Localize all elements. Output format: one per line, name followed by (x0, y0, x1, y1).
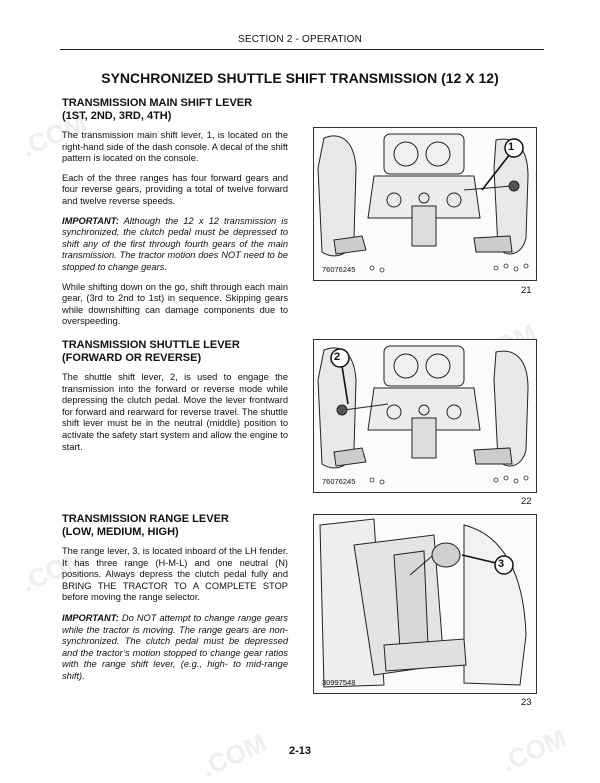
heading-line: (1ST, 2ND, 3RD, 4TH) (62, 110, 172, 122)
watermark: .COM (196, 727, 271, 783)
important-label: IMPORTANT: (62, 612, 119, 623)
watermark: .COM (16, 542, 91, 598)
paragraph: The range lever, 3, is located inboard of the LH fender. It has three range (H-M-L) and one neutral (N) positions. Always depress the clutch pedal fully and BRING THE TRACTOR TO A COMPLETE STOP before moving the range selector. (62, 546, 288, 603)
section-shuttle (62, 339, 288, 453)
dash-illustration (314, 340, 536, 492)
figure-number: 23 (521, 697, 532, 708)
section-range (62, 513, 288, 683)
important-note (62, 613, 288, 683)
callout-label: 1 (508, 141, 515, 153)
paragraph: Each of the three ranges has four forward gears and four reverse gears, providing a total of twelve forward and twelve reverse speeds. (62, 172, 288, 206)
heading-line: TRANSMISSION SHUTTLE LEVER (62, 339, 240, 351)
section-main-shift (62, 97, 288, 328)
important-text: Although the 12 x 12 transmission is synchronized, the clutch pedal must be depressed to shift any of the first through fourth gears of the main transmission. The tractor motion does NOT need to be stopped to change gears. (62, 215, 288, 272)
figure-dash-shuttle (313, 339, 537, 493)
figure-code: 76076245 (322, 477, 356, 486)
heading-line: (FORWARD OR REVERSE) (62, 352, 202, 364)
figure-code: 30997548 (322, 678, 356, 687)
page-title: SYNCHRONIZED SHUTTLE SHIFT TRANSMISSION (12 X 12) (101, 70, 499, 86)
heading-line: TRANSMISSION RANGE LEVER (62, 513, 229, 525)
figure-number: 21 (521, 285, 532, 296)
figure-number: 22 (521, 496, 532, 507)
paragraph: The shuttle shift lever, 2, is used to engage the transmission into the forward or reverse mode while depressing the clutch pedal. Move the lever frontward for forward and rearward for reverse travel. The shuttle shift lever must be in the neutral (middle) position to activate the safety start system and allow the engine to start. (62, 372, 288, 452)
important-note (62, 216, 288, 274)
section-header: SECTION 2 - OPERATION (237, 34, 363, 45)
figure-range-lever (313, 514, 537, 694)
watermark: .COM (496, 722, 571, 778)
section-heading (62, 97, 288, 123)
page-number: 2-13 (288, 745, 312, 757)
important-text: Do NOT attempt to change range gears while the tractor is moving. The range gears are non-synchronized. The clutch pedal must be depressed and the tractor’s motion stopped to change gear ratios with the range shift lever, (e.g., high- to mid-range shift). (62, 612, 288, 681)
figure-code: 76076245 (322, 265, 356, 274)
paragraph: The transmission main shift lever, 1, is located on the right-hand side of the dash console. A decal of the shift pattern is located on the console. (62, 130, 288, 164)
heading-line: (LOW, MEDIUM, HIGH) (62, 526, 179, 538)
section-heading (62, 339, 288, 365)
watermark: .COM (16, 107, 91, 163)
callout-label: 3 (498, 558, 505, 570)
dash-illustration (314, 128, 536, 280)
important-label: IMPORTANT: (62, 215, 119, 226)
header-rule (60, 49, 544, 50)
callout-label: 2 (334, 351, 341, 363)
heading-line: TRANSMISSION MAIN SHIFT LEVER (62, 97, 253, 109)
section-heading (62, 513, 288, 539)
fender-illustration (314, 515, 536, 693)
figure-dash-main-shift (313, 127, 537, 281)
paragraph: While shifting down on the go, shift through each main gear, (3rd to 2nd to 1st) in sequence. Skipping gears while downshifting can damage components due to overspeeding. (62, 281, 288, 327)
